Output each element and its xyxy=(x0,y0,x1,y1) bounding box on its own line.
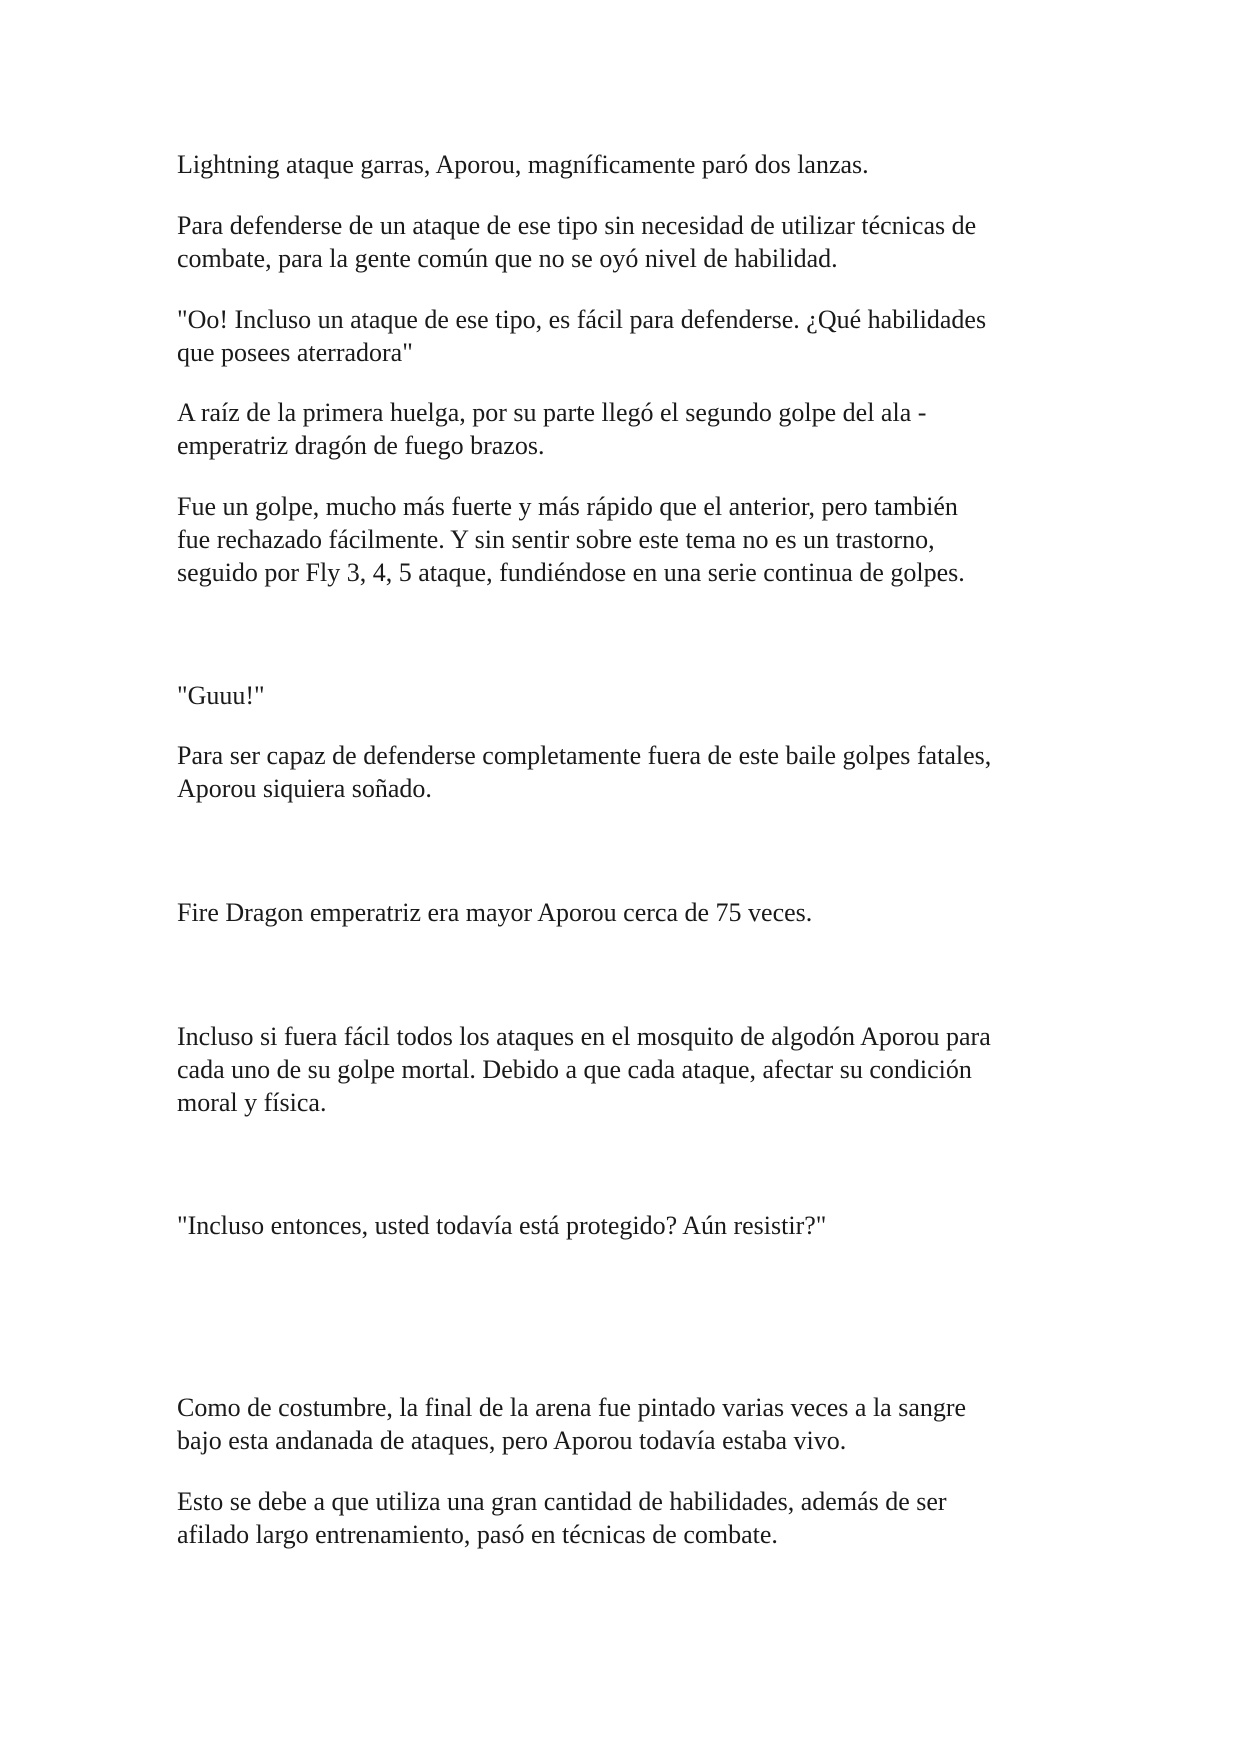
paragraph-2: Para defenderse de un ataque de ese tipo sin necesidad de utilizar técnicas de combate, para la gente común que no se oyó nivel de habilidad. xyxy=(177,211,977,273)
paragraph-9: Incluso si fuera fácil todos los ataques en el mosquito de algodón Aporou para cada uno de su golpe mortal. Debido a que cada ataque, afectar su condición moral y física. xyxy=(177,1022,991,1117)
paragraph-12: Esto se debe a que utiliza una gran cantidad de habilidades, además de ser afilado largo entrenamiento, pasó en técnicas de combate. xyxy=(177,1487,947,1549)
paragraph-4: A raíz de la primera huelga, por su parte llegó el segundo golpe del ala - emperatriz dragón de fuego brazos. xyxy=(177,398,927,460)
paragraph-8: Fire Dragon emperatriz era mayor Aporou cerca de 75 veces. xyxy=(177,898,813,927)
paragraph-7: Para ser capaz de defenderse completamente fuera de este baile golpes fatales, Aporou siquiera soñado. xyxy=(177,741,992,803)
paragraph-3: "Oo! Incluso un ataque de ese tipo, es fácil para defenderse. ¿Qué habilidades que posees aterradora" xyxy=(177,305,987,367)
paragraph-5: Fue un golpe, mucho más fuerte y más rápido que el anterior, pero también fue rechazado fácilmente. Y sin sentir sobre este tema no es un trastorno, seguido por Fly 3, 4, 5 ataque, fundiéndose en una serie continua de golpes. xyxy=(177,492,965,587)
paragraph-6: "Guuu!" xyxy=(177,681,265,710)
paragraph-11: Como de costumbre, la final de la arena fue pintado varias veces a la sangre bajo esta andanada de ataques, pero Aporou todavía estaba vivo. xyxy=(177,1393,967,1455)
paragraph-10: "Incluso entonces, usted todavía está protegido? Aún resistir?" xyxy=(177,1211,827,1240)
paragraph-1: Lightning ataque garras, Aporou, magníficamente paró dos lanzas. xyxy=(177,150,869,179)
